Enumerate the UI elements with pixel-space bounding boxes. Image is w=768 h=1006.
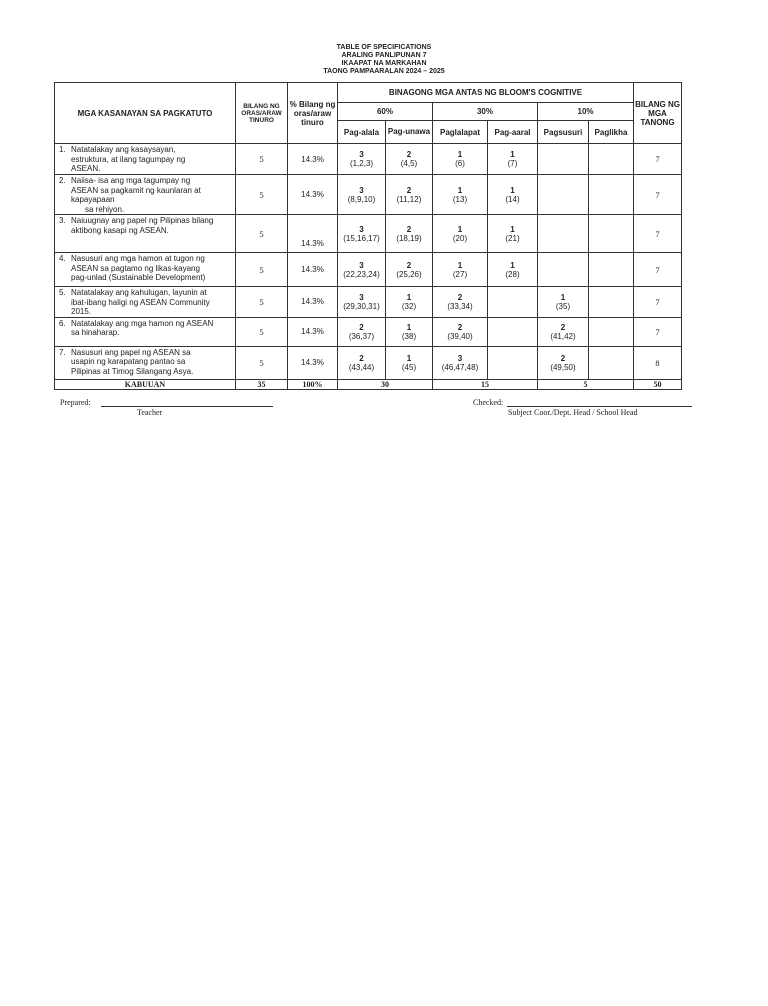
bloom-level-cell [589,175,634,215]
item-count: 2 [359,353,364,363]
item-numbers: (39,40) [447,331,473,341]
competency-text: kapayapaan [71,195,115,204]
item-count: 1 [457,150,463,159]
item-count: 3 [359,292,364,302]
percent-cell: 14.3% [288,215,338,253]
percent-cell: 14.3% [288,175,338,215]
item-numbers: (8,9,10) [347,194,376,204]
percent-cell: 14.3% [288,253,338,287]
competency-text: ASEAN sa pagkamit ng kaunlaran at [71,185,201,195]
item-count: 2 [406,224,412,234]
bloom-level-cell [386,346,433,379]
item-numbers: (49,50) [550,362,576,372]
item-numbers: (36,37) [348,331,375,341]
percent-cell: 14.3% [288,144,338,175]
item-numbers: (1,2,3) [349,159,374,168]
prepared-label: Prepared: [60,398,91,407]
competency-row [55,253,682,287]
item-numbers: (45) [401,362,417,372]
hours-cell: 5 [236,175,288,215]
percent-cell: 14.3% [288,317,338,346]
row-total-cell: 7 [634,175,682,215]
bloom-level-cell [488,175,538,215]
row-total-cell: 8 [634,346,682,379]
competency-cell [55,175,236,215]
competency-cell [55,317,236,346]
percent-cell: 14.3% [288,346,338,379]
item-count: 1 [457,185,463,195]
header-school-year: TAONG PAMPAARALAN 2024 – 2025 [323,68,445,75]
item-numbers: (20) [452,233,468,243]
bloom-level-cell [338,215,386,253]
item-count: 2 [406,150,412,159]
bloom-level-cell [433,253,488,287]
item-numbers: (25,26) [396,269,422,279]
total-hours: 35 [236,379,288,389]
group-10-header: 10% [538,103,634,121]
competency-text: ibat-ibang haligi ng ASEAN Community [71,297,210,307]
item-numbers: (22,23,24) [343,269,380,279]
item-count: 2 [406,185,412,195]
item-count: 1 [457,260,463,270]
competency-text: ASEAN. [71,164,101,173]
bloom-level-cell [338,346,386,379]
competency-cell [55,215,236,253]
hours-cell: 5 [236,215,288,253]
percent-cell: 14.3% [288,287,338,318]
total-60-group: 30 [338,379,433,389]
competency-text: pag-unlad (Sustainable Development) [71,273,206,282]
bloom-level-cell [589,317,634,346]
competency-text: Naiuugnay ang papel ng Pilipinas bilang [71,216,214,225]
header-quarter: IKAAPAT NA MARKAHAN [341,60,427,67]
specifications-table [54,82,682,390]
checked-role: Subject Coor./Dept. Head / School Head [508,408,638,417]
level-header: Pag-alala [338,121,386,144]
competency-row [55,215,682,253]
bloom-level-cell [338,253,386,287]
competency-text: aktibong kasapi ng ASEAN. [71,225,169,235]
total-10-group: 5 [538,379,634,389]
item-numbers: (32) [401,301,417,311]
prepared-signature-line [101,406,273,407]
item-count: 1 [510,185,515,195]
hours-cell: 5 [236,144,288,175]
bloom-level-cell [538,253,589,287]
header-title: TABLE OF SPECIFICATIONS [336,44,432,51]
bloom-level-cell [589,144,634,175]
competency-text: Natatalakay ang kasaysayan, [71,145,176,154]
level-header: Paglalapat [433,121,488,144]
competency-text: usapin ng karapatang pantao sa [71,357,186,366]
bloom-level-cell [386,215,433,253]
competency-text: Nasusuri ang mga hamon at tugon ng [71,254,205,263]
item-count: 1 [510,150,515,159]
competency-text: sa hinaharap. [71,328,120,337]
item-numbers: (15,16,17) [343,233,380,243]
grand-total: 50 [634,379,682,389]
bloom-level-cell [488,253,538,287]
row-total-cell: 7 [634,144,682,175]
level-header: Pag-aaral [488,121,538,144]
bloom-level-cell [538,317,589,346]
bloom-level-cell [433,346,488,379]
hours-cell: 5 [236,253,288,287]
competency-row [55,175,682,215]
competency-number: 1. [59,145,66,154]
competency-row [55,144,682,175]
competency-number: 5. [59,288,66,297]
bloom-level-cell [386,287,433,318]
competency-text: 2015. [71,307,92,316]
total-30-group: 15 [433,379,538,389]
item-count: 2 [457,292,463,302]
competency-text: Natatalakay ang mga hamon ng ASEAN [71,318,214,328]
item-numbers: (21) [505,233,520,243]
bloom-level-cell [538,144,589,175]
item-count: 2 [560,353,566,363]
item-count: 1 [510,224,515,234]
competency-number: 2. [59,176,66,185]
hours-cell: 5 [236,346,288,379]
competency-text: Pilipinas at Timog Silangang Asya. [71,366,194,376]
bloom-header: BINAGONG MGA ANTAS NG BLOOM'S COGNITIVE [338,83,634,103]
bloom-level-cell [338,317,386,346]
percent-header: % Bilang ng oras/araw tinuro [288,83,338,144]
item-count: 3 [457,353,463,363]
item-numbers: (4,5) [400,159,418,168]
level-header: Pagsusuri [538,121,589,144]
competency-text: Nasusuri ang papel ng ASEAN sa [71,347,191,357]
item-numbers: (33,34) [447,301,473,311]
bloom-level-cell [338,144,386,175]
item-numbers: (6) [455,159,465,168]
item-numbers: (29,30,31) [343,301,380,311]
item-numbers: (38) [401,331,417,341]
bloom-level-cell [433,287,488,318]
bloom-level-cell [488,215,538,253]
hours-header: BILANG NG ORAS/ARAW TINURO [236,83,288,144]
competency-cell [55,144,236,175]
item-numbers: (7) [507,159,518,168]
hours-cell: 5 [236,287,288,318]
row-total-cell: 7 [634,287,682,318]
item-numbers: (11,12) [396,194,422,204]
row-total-cell: 7 [634,215,682,253]
item-numbers: (43,44) [348,362,375,372]
item-count: 1 [560,292,566,302]
hours-cell: 5 [236,317,288,346]
competency-row [55,287,682,318]
bloom-level-cell [589,253,634,287]
item-count: 3 [359,260,364,270]
item-count: 1 [406,353,412,363]
bloom-level-cell [538,175,589,215]
bloom-level-cell [338,175,386,215]
bloom-level-cell [338,287,386,318]
item-numbers: (35) [555,301,571,311]
total-label: KABUUAN [55,379,236,389]
checked-signature-line [507,406,692,407]
item-count: 2 [406,260,412,270]
item-numbers: (28) [505,269,520,279]
item-count: 1 [406,292,412,302]
item-count: 1 [406,322,412,332]
competency-cell [55,253,236,287]
item-numbers: (13) [452,194,468,204]
competency-cell [55,287,236,318]
bloom-level-cell [386,253,433,287]
total-items-header: BILANG NG MGA TANONG [634,83,682,144]
bloom-level-cell [538,346,589,379]
item-count: 3 [359,224,364,234]
level-header: Pag-unawa [386,121,433,144]
item-count: 1 [457,224,463,234]
bloom-level-cell [488,287,538,318]
competency-text: ASEAN sa pagtamo ng likas-kayang [71,263,200,273]
item-count: 2 [359,322,364,332]
row-total-cell: 7 [634,253,682,287]
competency-cell [55,346,236,379]
bloom-level-cell [589,287,634,318]
bloom-level-cell [488,317,538,346]
competency-text: sa rehiyon. [85,204,125,214]
competency-row [55,346,682,379]
bloom-level-cell [386,144,433,175]
item-count: 2 [457,322,463,332]
item-numbers: (41,42) [550,331,576,341]
item-count: 1 [510,260,515,270]
bloom-level-cell [433,144,488,175]
row-total-cell: 7 [634,317,682,346]
competency-number: 4. [59,254,66,263]
prepared-role: Teacher [137,408,163,417]
bloom-level-cell [433,317,488,346]
item-numbers: (18,19) [396,233,422,243]
bloom-level-cell [386,175,433,215]
item-numbers: (46,47,48) [441,362,479,372]
competency-number: 3. [59,216,66,225]
bloom-level-cell [386,317,433,346]
competency-number: 7. [59,347,66,357]
bloom-level-cell [589,346,634,379]
bloom-level-cell [488,346,538,379]
item-numbers: (27) [452,269,468,279]
group-60-header: 60% [338,103,433,121]
total-percent: 100% [288,379,338,389]
bloom-level-cell [433,215,488,253]
total-row [55,379,682,389]
competency-row [55,317,682,346]
item-count: 3 [359,185,364,195]
group-30-header: 30% [433,103,538,121]
competency-text: Natatalakay ang kahulugan, layunin at [71,288,207,297]
competency-header: MGA KASANAYAN SA PAGKATUTO [55,83,236,144]
document-header [0,44,768,76]
checked-label: Checked: [473,398,504,407]
item-numbers: (14) [505,194,520,204]
competency-text: Naiisa- isa ang mga tagumpay ng [71,176,191,185]
level-header: Paglikha [589,121,634,144]
bloom-level-cell [488,144,538,175]
competency-text: estruktura, at ilang tagumpay ng [71,154,186,164]
bloom-level-cell [538,215,589,253]
competency-number: 6. [59,318,66,328]
bloom-level-cell [433,175,488,215]
bloom-level-cell [589,215,634,253]
header-subject: ARALING PANLIPUNAN 7 [341,52,427,59]
item-count: 2 [560,322,566,332]
bloom-level-cell [538,287,589,318]
item-count: 3 [359,150,364,159]
